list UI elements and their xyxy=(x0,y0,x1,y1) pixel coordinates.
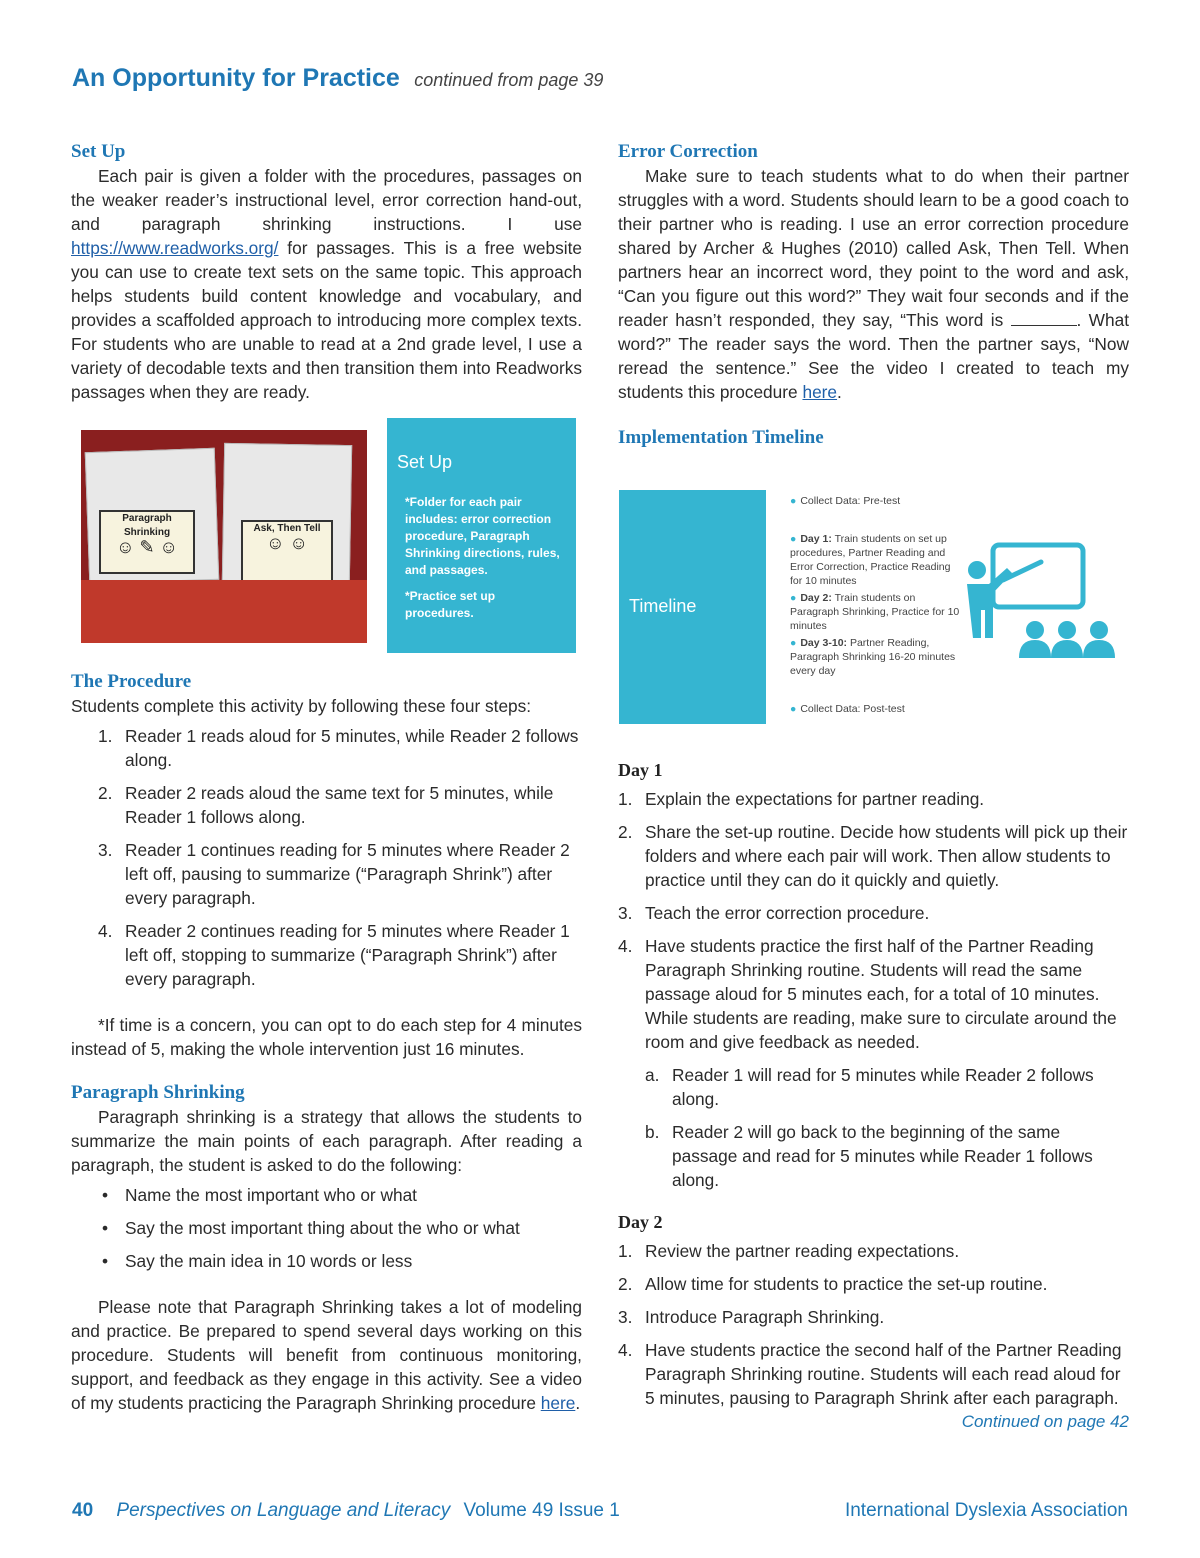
procedure-note: *If time is a concern, you can opt to do each step for 4 minutes instead of 5, making the whole intervention just 16 minutes. xyxy=(71,1015,582,1059)
setup-box-title: Set Up xyxy=(397,452,453,472)
timeline-heading: Implementation Timeline xyxy=(618,427,824,448)
list-number: 2. xyxy=(618,822,633,842)
error-text-cont: . What word?” The reader says the word. Then the partner says, “Now reread the sentence.” See the video I created to teach my students this procedure xyxy=(618,310,1130,402)
list-item xyxy=(618,934,1129,1054)
timeline-item xyxy=(790,702,960,716)
list-text: Name the most important who or what xyxy=(125,1185,417,1205)
left-column xyxy=(71,140,582,1415)
list-number: 4. xyxy=(618,1340,633,1360)
kids-illustration: ☺ ☺ xyxy=(266,533,308,553)
list-number: 3. xyxy=(98,840,113,860)
list-item xyxy=(618,1120,1129,1192)
shrinking-video-link[interactable]: here xyxy=(540,1393,576,1413)
setup-text: Each pair is given a folder with the procedures, passages on the weaker reader’s instructional level, error correction hand-out, and paragraph shrinking instructions. I use xyxy=(71,166,582,234)
list-number: 4. xyxy=(98,921,113,941)
shrinking-closing xyxy=(71,1295,582,1415)
paragraph-shrinking-card xyxy=(99,510,195,574)
red-folder xyxy=(81,580,367,643)
list-text: Reader 1 will read for 5 minutes while Reader 2 follows along. xyxy=(672,1065,1094,1109)
setup-heading: Set Up xyxy=(71,141,126,162)
dot-icon: ● xyxy=(790,592,797,604)
list-number: 1. xyxy=(618,789,633,809)
timeline-item xyxy=(790,532,960,588)
timeline-item xyxy=(790,636,960,678)
list-letter: b. xyxy=(645,1122,660,1142)
list-number: 3. xyxy=(618,903,633,923)
setup-box-bullet: *Practice set up procedures. xyxy=(405,589,496,620)
list-item xyxy=(618,1239,1129,1263)
list-number: 3. xyxy=(618,1307,633,1327)
shrinking-heading: Paragraph Shrinking xyxy=(71,1082,245,1103)
page-header xyxy=(72,64,603,93)
closing-end: . xyxy=(575,1393,581,1413)
teacher-classroom-icon xyxy=(963,540,1129,670)
list-item xyxy=(71,781,582,829)
list-item xyxy=(618,1272,1129,1296)
item-bold: Day 1: xyxy=(800,533,832,545)
list-item xyxy=(71,838,582,910)
list-text: Review the partner reading expectations. xyxy=(645,1241,960,1261)
journal-name: Perspectives on Language and Literacy xyxy=(116,1500,451,1521)
bullet: • xyxy=(102,1185,109,1205)
list-number: 1. xyxy=(98,726,113,746)
list-number: 2. xyxy=(98,783,113,803)
list-text: Reader 2 will go back to the beginning of the same passage and read for 5 minutes while Reader 1 follows along. xyxy=(672,1122,1093,1190)
list-item xyxy=(618,1305,1129,1329)
list-item xyxy=(618,1338,1129,1410)
page-number: 40 xyxy=(72,1500,94,1521)
list-text: Reader 2 continues reading for 5 minutes where Reader 1 left off, stopping to summarize (“Paragraph Shrink”) after every paragraph. xyxy=(125,921,570,989)
timeline-item xyxy=(790,591,960,633)
card-label: Paragraph Shrinking xyxy=(122,513,172,538)
article-title: An Opportunity for Practice xyxy=(72,64,400,92)
dot-icon: ● xyxy=(790,637,797,649)
timeline-item xyxy=(790,494,960,508)
procedure-heading: The Procedure xyxy=(71,671,192,692)
procedure-steps xyxy=(71,724,582,991)
list-text: Reader 1 reads aloud for 5 minutes, while Reader 2 follows along. xyxy=(125,726,579,770)
setup-box-bullet: *Folder for each pair includes: error correction procedure, Paragraph Shrinking directions, rules, and passages. xyxy=(405,495,560,577)
error-video-link[interactable]: here xyxy=(802,382,838,402)
error-end: . xyxy=(837,382,842,402)
ask-then-tell-card xyxy=(241,520,333,582)
list-item xyxy=(618,901,1129,925)
list-item xyxy=(71,1216,582,1240)
list-text: Share the set-up routine. Decide how students will pick up their folders and where each pair will work. Then allow students to practice until they can do it quickly and quietly. xyxy=(645,822,1128,890)
item-text: Train students on Paragraph Shrinking, Practice for 10 minutes xyxy=(790,592,960,632)
list-number: 1. xyxy=(618,1241,633,1261)
dot-icon: ● xyxy=(790,533,797,545)
day1-substeps xyxy=(618,1063,1129,1192)
list-item xyxy=(618,787,1129,811)
readworks-link[interactable]: https://www.readworks.org/ xyxy=(71,238,279,258)
list-text: Teach the error correction procedure. xyxy=(645,903,930,923)
item-bold: Day 3-10: xyxy=(800,637,848,649)
list-item xyxy=(71,1249,582,1273)
item-text: Train students on set up procedures, Partner Reading and Error Correction, Practice Reading for 10 minutes xyxy=(790,533,951,587)
timeline-box xyxy=(619,490,766,724)
list-text: Say the most important thing about the who or what xyxy=(125,1218,520,1238)
right-column xyxy=(618,140,1129,1432)
list-item xyxy=(71,724,582,772)
list-item xyxy=(618,820,1129,892)
list-text: Introduce Paragraph Shrinking. xyxy=(645,1307,885,1327)
closing-text: Please note that Paragraph Shrinking takes a lot of modeling and practice. Be prepared to spend several days working on this procedure. Students will benefit from continuous monitoring, support, and feedback as they engage in this activity. See a video of my students practicing the Paragraph Shrinking procedure xyxy=(71,1297,582,1413)
list-number: 4. xyxy=(618,936,633,956)
error-correction-heading: Error Correction xyxy=(618,141,758,162)
blank-line xyxy=(1011,311,1077,326)
bullet: • xyxy=(102,1218,109,1238)
list-letter: a. xyxy=(645,1065,660,1085)
kids-illustration: ☺ ✎ ☺ xyxy=(116,537,178,557)
item-text: Collect Data: Post-test xyxy=(800,703,905,715)
list-text: Explain the expectations for partner reading. xyxy=(645,789,985,809)
list-item xyxy=(618,1063,1129,1111)
setup-paragraph xyxy=(71,164,582,404)
list-text: Reader 2 reads aloud the same text for 5 minutes, while Reader 1 follows along. xyxy=(125,783,554,827)
page-footer xyxy=(72,1500,1128,1522)
day2-steps xyxy=(618,1239,1129,1410)
shrinking-bullets xyxy=(71,1183,582,1273)
timeline-label: Timeline xyxy=(629,596,697,616)
setup-figure xyxy=(71,418,582,658)
continued-from: continued from page 39 xyxy=(414,70,604,90)
folder-photo xyxy=(81,430,367,643)
organization-name: International Dyslexia Association xyxy=(844,1500,1128,1521)
card-label: Ask, Then Tell xyxy=(253,523,321,534)
list-text: Have students practice the second half of the Partner Reading Paragraph Shrinking routine. Students will each read aloud for 5 minutes, pausing to Paragraph Shrink after each paragraph. xyxy=(645,1340,1122,1408)
list-number: 2. xyxy=(618,1274,633,1294)
list-text: Reader 1 continues reading for 5 minutes where Reader 2 left off, pausing to summarize (“Paragraph Shrink”) after every paragraph. xyxy=(125,840,570,908)
continued-on: Continued on page 42 xyxy=(961,1412,1129,1431)
timeline-graphic xyxy=(618,490,1129,726)
list-text: Allow time for students to practice the set-up routine. xyxy=(645,1274,1048,1294)
dot-icon: ● xyxy=(790,495,797,507)
list-text: Have students practice the first half of the Partner Reading Paragraph Shrinking routine. Students will read the same passage aloud for 5 minutes each, for a total of 10 minutes. While students are reading, make sure to circulate around the room and give feedback as needed. xyxy=(645,936,1117,1052)
list-item xyxy=(71,919,582,991)
setup-text-cont: for passages. This is a free website you can use to create text sets on the same topic. This approach helps students build content knowledge and vocabulary, and provides a scaffolded approach to introducing more complex texts. For students who are unable to read at a 2nd grade level, I use a variety of decodable texts and then transition them into Readworks passages when they are ready. xyxy=(71,238,582,402)
list-item xyxy=(71,1183,582,1207)
day1-steps xyxy=(618,787,1129,1054)
item-text: Collect Data: Pre-test xyxy=(800,495,901,507)
item-bold: Day 2: xyxy=(800,592,832,604)
error-text: Make sure to teach students what to do when their partner struggles with a word. Students should learn to be a good coach to their partner who is reading. I use an error correction procedure shared by Archer & Hughes (2010) called Ask, Then Tell. When partners hear an incorrect word, they point to the word and ask, “Can you figure out this word?” They wait four seconds and if the reader hasn’t responded, they say, “This word is xyxy=(618,166,1129,330)
shrinking-intro: Paragraph shrinking is a strategy that allows the students to summarize the main points of each paragraph. After reading a paragraph, the student is asked to do the following: xyxy=(71,1107,582,1175)
item-text: Partner Reading, Paragraph Shrinking 16-20 minutes every day xyxy=(790,637,956,677)
error-correction-paragraph xyxy=(618,164,1129,404)
setup-summary-box xyxy=(387,418,576,653)
day1-heading: Day 1 xyxy=(618,760,663,780)
volume-issue: Volume 49 Issue 1 xyxy=(463,1500,620,1521)
bullet: • xyxy=(102,1251,109,1271)
day2-heading: Day 2 xyxy=(618,1212,663,1232)
list-text: Say the main idea in 10 words or less xyxy=(125,1251,413,1271)
procedure-intro: Students complete this activity by following these four steps: xyxy=(71,696,532,716)
dot-icon: ● xyxy=(790,703,797,715)
